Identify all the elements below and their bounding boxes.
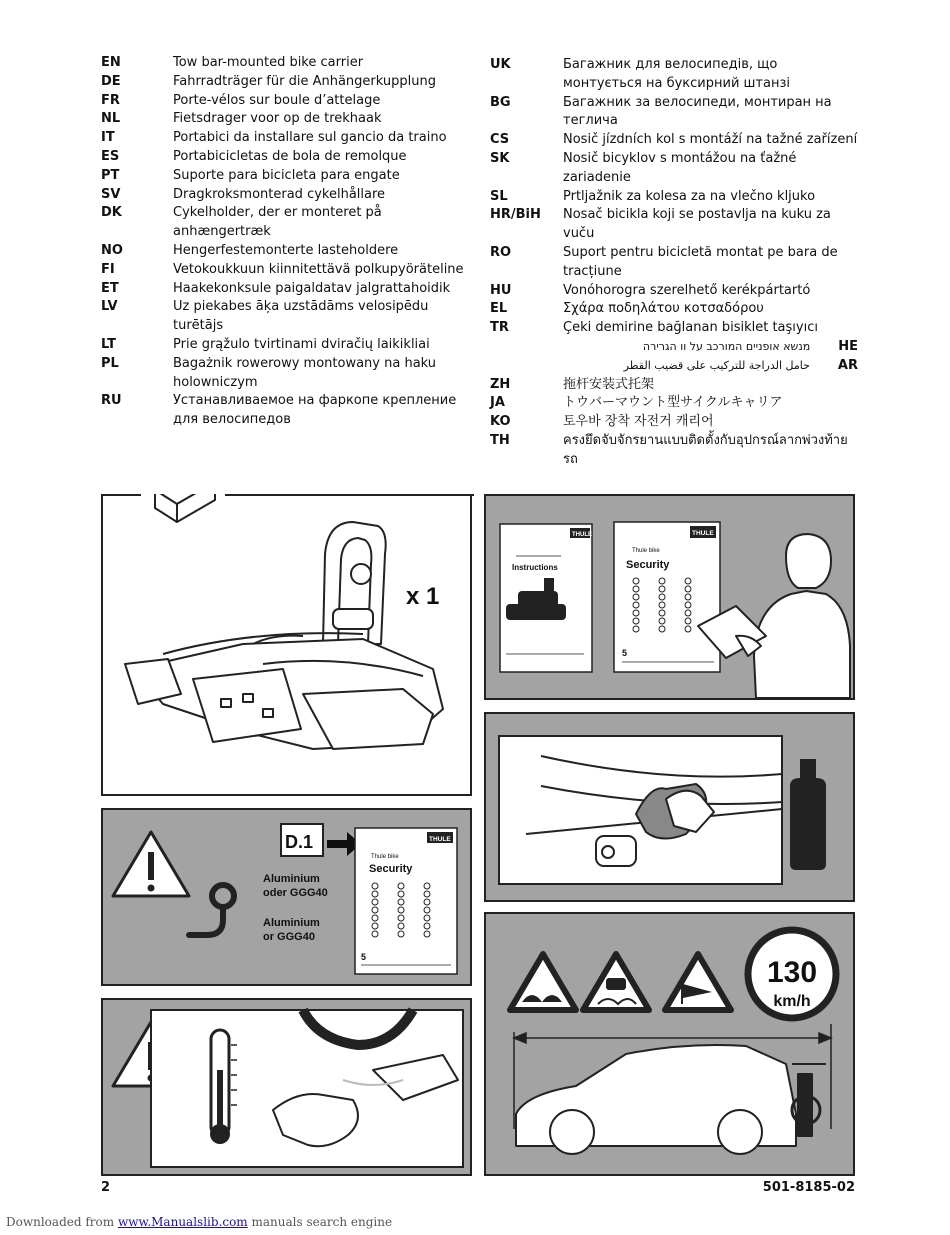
- language-row: [490, 394, 858, 413]
- language-text: Portabicicletas de bola de remolque: [173, 148, 407, 164]
- slippery-road-sign-icon: [583, 954, 649, 1010]
- language-row: [490, 319, 858, 338]
- language-text: Nosič bicyklov s montážou na ťažné zariadenie: [563, 150, 797, 185]
- language-row: [101, 129, 471, 148]
- language-code: HU: [490, 282, 512, 298]
- material-line-3: Aluminium: [263, 917, 320, 929]
- language-list-right: [490, 56, 858, 470]
- language-text: Fietsdrager voor op de trekhaak: [173, 111, 382, 127]
- language-code: JA: [490, 395, 505, 411]
- language-row: [490, 300, 858, 319]
- language-code: NL: [101, 111, 121, 127]
- language-row: [101, 204, 471, 242]
- d1-five-small: 5: [361, 952, 367, 962]
- language-text: Portabici da installare sul gancio da traino: [173, 130, 447, 146]
- speed-limit-value: 130: [766, 956, 818, 989]
- language-row: [101, 242, 471, 261]
- language-code: EN: [101, 55, 121, 70]
- language-code: DK: [101, 205, 122, 221]
- language-row: [490, 206, 858, 244]
- language-row: [101, 186, 471, 205]
- language-row-rtl: [490, 338, 858, 357]
- cleaner-bottle-icon: [790, 759, 826, 870]
- language-row: [101, 336, 471, 355]
- package-box-icon: [155, 494, 223, 522]
- language-text: 拖杆安装式托架: [563, 376, 655, 392]
- panel-towball-material-warning: [101, 808, 472, 986]
- language-row: [490, 94, 858, 132]
- language-row: [101, 92, 471, 111]
- panel-temperature-warning: [101, 998, 472, 1176]
- document-number: 501-8185-02: [762, 1180, 855, 1195]
- security-label: Security: [626, 559, 670, 571]
- language-text: Багажник за велосипеди, монтиран на теглича: [563, 94, 832, 129]
- language-code: TR: [490, 320, 509, 336]
- panel-driving-limits: [484, 912, 855, 1176]
- manualslib-link[interactable]: www.Manualslib.com: [117, 1215, 248, 1229]
- language-code: RU: [101, 393, 122, 409]
- language-row: [101, 261, 471, 280]
- panel-clean-towball: [484, 712, 855, 902]
- language-list-left: [101, 54, 471, 430]
- person-reading-illustration: [698, 534, 850, 698]
- material-line-1: Aluminium: [263, 873, 320, 885]
- security-booklet-small: [355, 828, 457, 974]
- uneven-road-sign-icon: [510, 954, 576, 1010]
- language-code: SV: [101, 186, 121, 202]
- language-code: FI: [101, 261, 115, 277]
- language-row: [490, 413, 858, 432]
- language-row: [101, 298, 471, 336]
- language-text: Porte-vélos sur boule d’attelage: [173, 92, 381, 108]
- instructions-booklet: [500, 524, 592, 672]
- language-text: Vonóhorogra szerelhető kerékpártartó: [563, 282, 811, 298]
- language-text: Prtljažnik za kolesa za na vlečno kljuko: [563, 188, 816, 204]
- language-row: [490, 282, 858, 301]
- language-code: HR/BiH: [490, 207, 541, 223]
- language-code: KO: [490, 414, 511, 430]
- language-code: ZH: [490, 376, 511, 392]
- car-with-carrier-illustration: [516, 1045, 826, 1154]
- language-text: Suport pentru bicicletă montat pe bara de tracțiune: [563, 244, 838, 279]
- language-row: [101, 73, 471, 92]
- language-text: Uz piekabes āķa uzstādāms velosipēdu turētājs: [173, 299, 429, 334]
- language-text: Bagażnik rowerowy montowany na haku holowniczym: [173, 355, 437, 390]
- language-text: Suporte para bicicleta para engate: [173, 167, 400, 183]
- language-text: Багажник для велосипедів, що монтується на буксирний штанзі: [563, 57, 790, 91]
- download-credit: [6, 1215, 392, 1229]
- language-text: Dragkroksmonterad cykelhållare: [173, 186, 386, 202]
- language-code: FR: [101, 92, 120, 108]
- language-text: Hengerfestemonterte lasteholdere: [173, 242, 399, 258]
- language-row-rtl: [490, 357, 858, 376]
- speed-limit-unit: km/h: [773, 993, 811, 1010]
- language-row: [101, 392, 471, 430]
- credit-suffix: manuals search engine: [247, 1215, 393, 1229]
- language-row: [101, 280, 471, 299]
- language-code: PT: [101, 167, 120, 183]
- language-code: TH: [490, 432, 510, 448]
- language-code: AR: [837, 357, 858, 373]
- language-code: UK: [490, 57, 511, 72]
- language-code: SK: [490, 150, 510, 166]
- crosswind-sign-icon: [665, 954, 731, 1010]
- language-text: 토우바 장착 자전거 캐리어: [563, 414, 714, 430]
- material-line-4: or GGG40: [263, 931, 315, 943]
- language-code: RO: [490, 244, 512, 260]
- language-row: [101, 110, 471, 129]
- language-row: [490, 376, 858, 395]
- language-text: Nosič jízdních kol s montáží na tažné zařízení: [563, 132, 858, 148]
- security-brand: THULE: [692, 530, 714, 537]
- language-text: Vetokoukkuun kiinnitettävä polkupyöräteline: [173, 261, 464, 277]
- language-text: ครงยึดจับจักรยานแบบติดตั้งกับอุปกรณ์ลากพ่วงท้ายรถ: [563, 432, 848, 467]
- language-text: Nosač bicikla koji se postavlja na kuku za vuču: [563, 207, 831, 242]
- language-row: [101, 355, 471, 393]
- language-code: ET: [101, 280, 119, 296]
- language-row: [490, 188, 858, 207]
- doc-ref-label: D.1: [285, 832, 314, 852]
- language-code: NO: [101, 242, 123, 258]
- language-code: LV: [101, 299, 118, 315]
- language-code: EL: [490, 301, 508, 317]
- language-code: CS: [490, 132, 510, 148]
- language-code: SL: [490, 188, 508, 204]
- panel-documents: [484, 494, 855, 700]
- language-code: BG: [490, 94, 511, 110]
- language-text: Fahrradträger für die Anhängerkupplung: [173, 73, 436, 89]
- language-text: Tow bar-mounted bike carrier: [173, 55, 364, 70]
- language-row: [101, 148, 471, 167]
- language-code: HE: [838, 338, 858, 354]
- warning-triangle-icon: [113, 832, 189, 896]
- towball-icon: [189, 885, 234, 935]
- page-number: 2: [101, 1180, 111, 1195]
- language-text: Устанавливаемое на фаркопе крепление для велосипедов: [173, 393, 457, 428]
- d1-security-label: Security: [369, 863, 413, 875]
- language-text: Σχάρα ποδηλάτου κοτσαδόρου: [563, 301, 764, 317]
- language-row: [490, 56, 858, 94]
- panel-box-contents: [101, 494, 472, 796]
- security-booklet: [614, 522, 720, 672]
- language-row: [490, 432, 858, 470]
- instructions-label: Instructions: [512, 563, 558, 572]
- quantity-label: x 1: [406, 583, 440, 610]
- thule-bike-label: Thule bike: [632, 548, 660, 554]
- language-code: LT: [101, 336, 116, 352]
- language-code: DE: [101, 73, 121, 89]
- language-row: [490, 150, 858, 188]
- language-text: トウバーマウント型サイクルキャリア: [563, 395, 783, 411]
- language-row: [490, 244, 858, 282]
- material-line-2: oder GGG40: [263, 887, 328, 899]
- language-row: [101, 54, 471, 73]
- language-row: [101, 167, 471, 186]
- speed-limit-sign: [748, 930, 836, 1018]
- language-text: מנשא אופניים המורכב על וו הגרירה: [642, 339, 811, 353]
- bike-carrier-illustration: [125, 522, 443, 749]
- language-code: IT: [101, 130, 115, 146]
- language-code: ES: [101, 148, 120, 164]
- security-five-small: 5: [622, 648, 628, 658]
- d1-brand: THULE: [429, 836, 451, 843]
- language-row: [490, 131, 858, 150]
- language-text: Prie grąžulo tvirtinami dviračių laikikliai: [173, 336, 430, 352]
- language-text: حامل الدراجة للتركيب على قضيب القطر: [623, 358, 810, 372]
- d1-thule-bike: Thule bike: [371, 854, 399, 860]
- credit-prefix: Downloaded from: [6, 1215, 118, 1229]
- language-text: Haakekonksule paigaldatav jalgrattahoidik: [173, 280, 451, 296]
- language-text: Cykelholder, der er monteret på anhængertræk: [173, 205, 382, 240]
- instructions-brand: THULE: [572, 532, 592, 538]
- language-code: PL: [101, 355, 119, 371]
- language-text: Çeki demirine bağlanan bisiklet taşıyıcı: [563, 320, 818, 336]
